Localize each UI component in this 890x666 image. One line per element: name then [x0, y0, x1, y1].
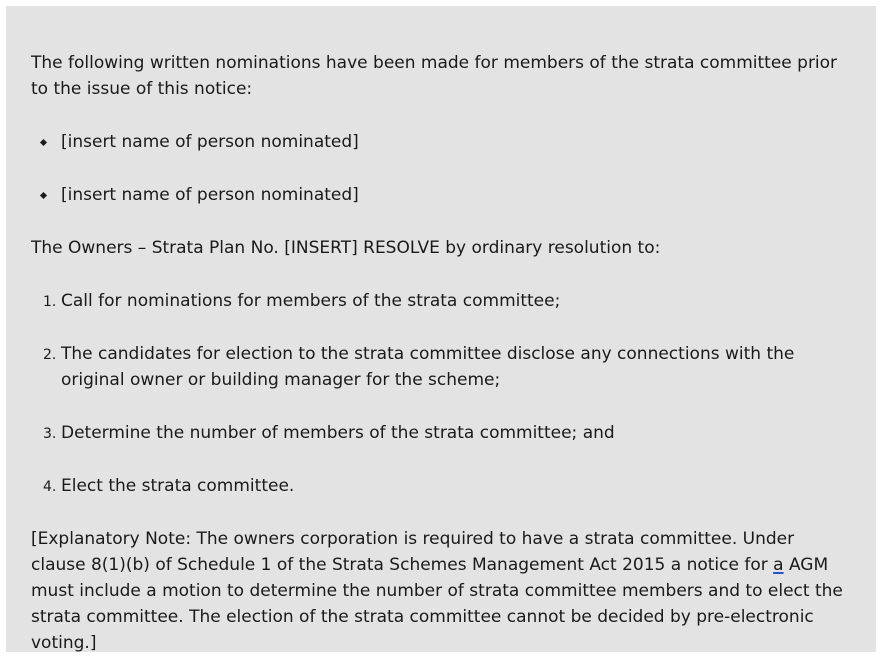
step-number: 4. — [43, 479, 57, 495]
step-text: Elect the strata committee. — [61, 476, 295, 496]
step-text: The candidates for election to the strata committee disclose any connections with the original owner or building manager for the scheme; — [61, 344, 795, 390]
step-number: 2. — [43, 347, 57, 363]
step-item — [31, 420, 851, 446]
inline-link[interactable]: a — [773, 555, 784, 575]
step-item — [31, 341, 851, 393]
step-text: Determine the number of members of the strata committee; and — [61, 423, 615, 443]
note-text-after: AGM must include a motion to determine the number of strata committee members and to elect the strata committee. The election of the strata committee cannot be decided by pre-electronic voting.] — [31, 555, 843, 653]
step-number: 3. — [43, 426, 57, 442]
nomination-text: [insert name of person nominated] — [61, 185, 359, 205]
nomination-list — [31, 129, 851, 208]
nomination-item — [31, 129, 851, 155]
nomination-item — [31, 182, 851, 208]
step-item — [31, 473, 851, 499]
intro-paragraph: The following written nominations have been made for members of the strata committee prior to the issue of this notice: — [31, 53, 838, 99]
nomination-text: [insert name of person nominated] — [61, 132, 359, 152]
diamond-bullet-icon — [40, 139, 47, 146]
resolution-paragraph: The Owners – Strata Plan No. [INSERT] RESOLVE by ordinary resolution to: — [31, 238, 661, 258]
diamond-bullet-icon — [40, 192, 47, 199]
step-number: 1. — [43, 294, 57, 310]
step-text: Call for nominations for members of the strata committee; — [61, 291, 561, 311]
document-panel — [6, 6, 876, 652]
resolution-steps-list — [31, 288, 851, 499]
note-text-before: [Explanatory Note: The owners corporation is required to have a strata committee. Under clause 8(1)(b) of Schedule 1 of the Strata Schemes Management Act 2015 a notice for — [31, 529, 795, 575]
step-item — [31, 288, 851, 314]
explanatory-note — [31, 526, 851, 656]
